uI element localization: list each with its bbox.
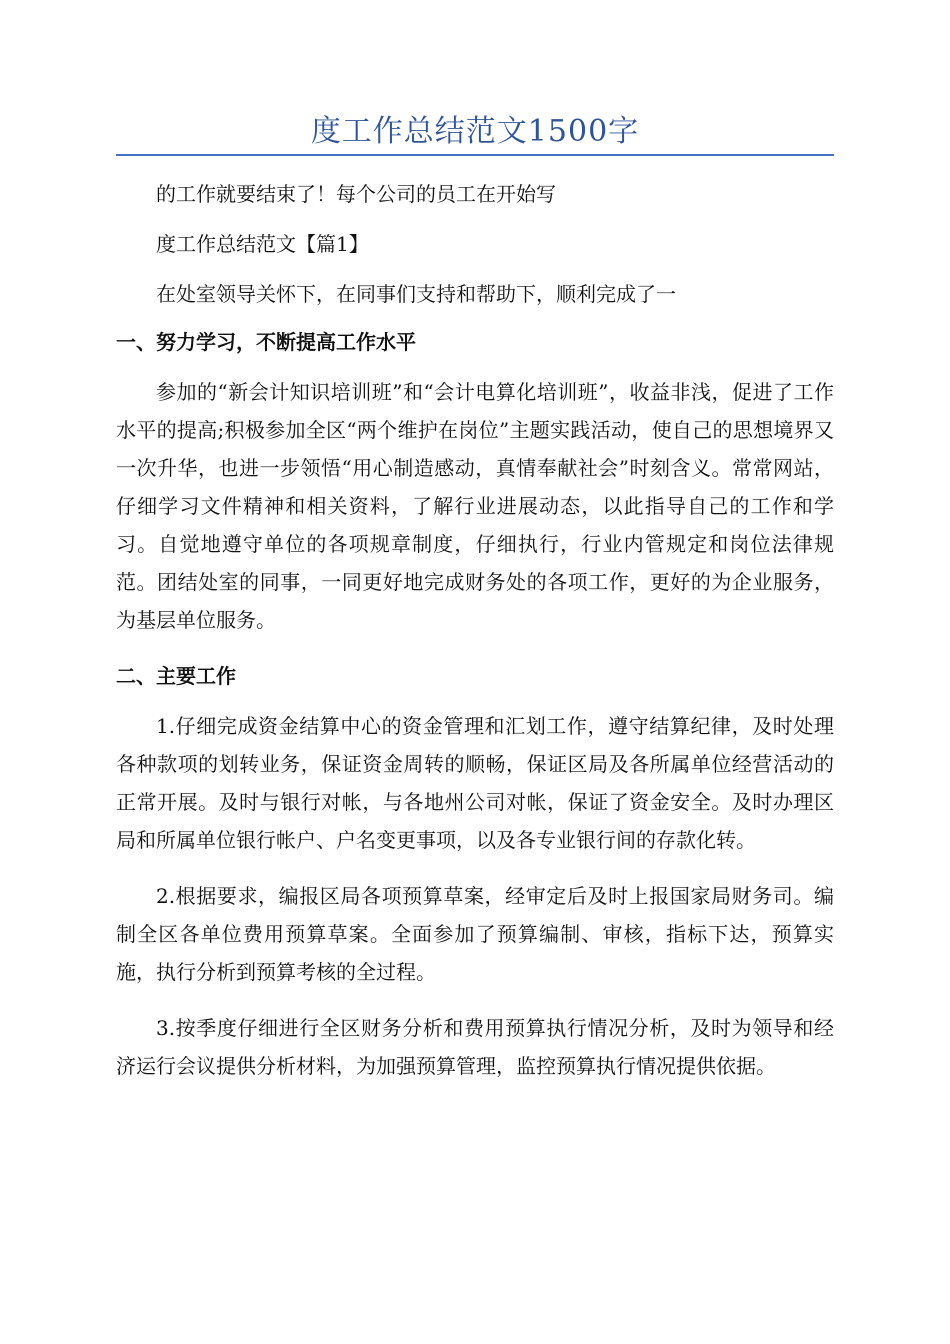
- main-work-paragraph-3: 3.按季度仔细进行全区财务分析和费用预算执行情况分析，及时为领导和经济运行会议提供分析材料，为加强预算管理，监控预算执行情况提供依据。: [116, 1016, 834, 1078]
- title-underline: [116, 154, 834, 156]
- study-paragraph: 参加的“新会计知识培训班”和“会计电算化培训班”，收益非浅，促进了工作水平的提高;积极参加全区“两个维护在岗位”主题实践活动，使自己的思想境界又一次升华，也进一步领悟“用心制造感动，真情奉献社会”时刻含义。常常网站，仔细学习文件精神和相关资料，了解行业进展动态，以此指导自己的工作和学习。自觉地遵守单位的各项规章制度，仔细执行，行业内管规定和岗位法律规范。团结处室的同事，一同更好地完成财务处的各项工作，更好的为企业服务，为基层单位服务。: [116, 380, 834, 632]
- document-title: 度工作总结范文1500字: [310, 114, 640, 149]
- main-work-paragraph-1: 1.仔细完成资金结算中心的资金管理和汇划工作，遵守结算纪律，及时处理各种款项的划转业务，保证资金周转的顺畅，保证区局及各所属单位经营活动的正常开展。及时与银行对帐，与各地州公司对帐，保证了资金安全。及时办理区局和所属单位银行帐户、户名变更事项，以及各专业银行间的存款化转。: [116, 714, 834, 852]
- main-work-paragraph-2: 2.根据要求，编报区局各项预算草案，经审定后及时上报国家局财务司。编制全区各单位费用预算草案。全面参加了预算编制、审核，指标下达，预算实施，执行分析到预算考核的全过程。: [116, 884, 834, 984]
- opening-paragraph: 在处室领导关怀下，在同事们支持和帮助下，顺利完成了一: [156, 282, 676, 306]
- intro-paragraph: 的工作就要结束了！每个公司的员工在开始写: [156, 182, 556, 206]
- section-heading-main-work: 二、主要工作: [116, 664, 236, 688]
- section-title-paragraph: 度工作总结范文【篇1】: [156, 232, 369, 256]
- document-body: [116, 175, 834, 1085]
- section-heading-study: 一、努力学习，不断提高工作水平: [116, 330, 416, 354]
